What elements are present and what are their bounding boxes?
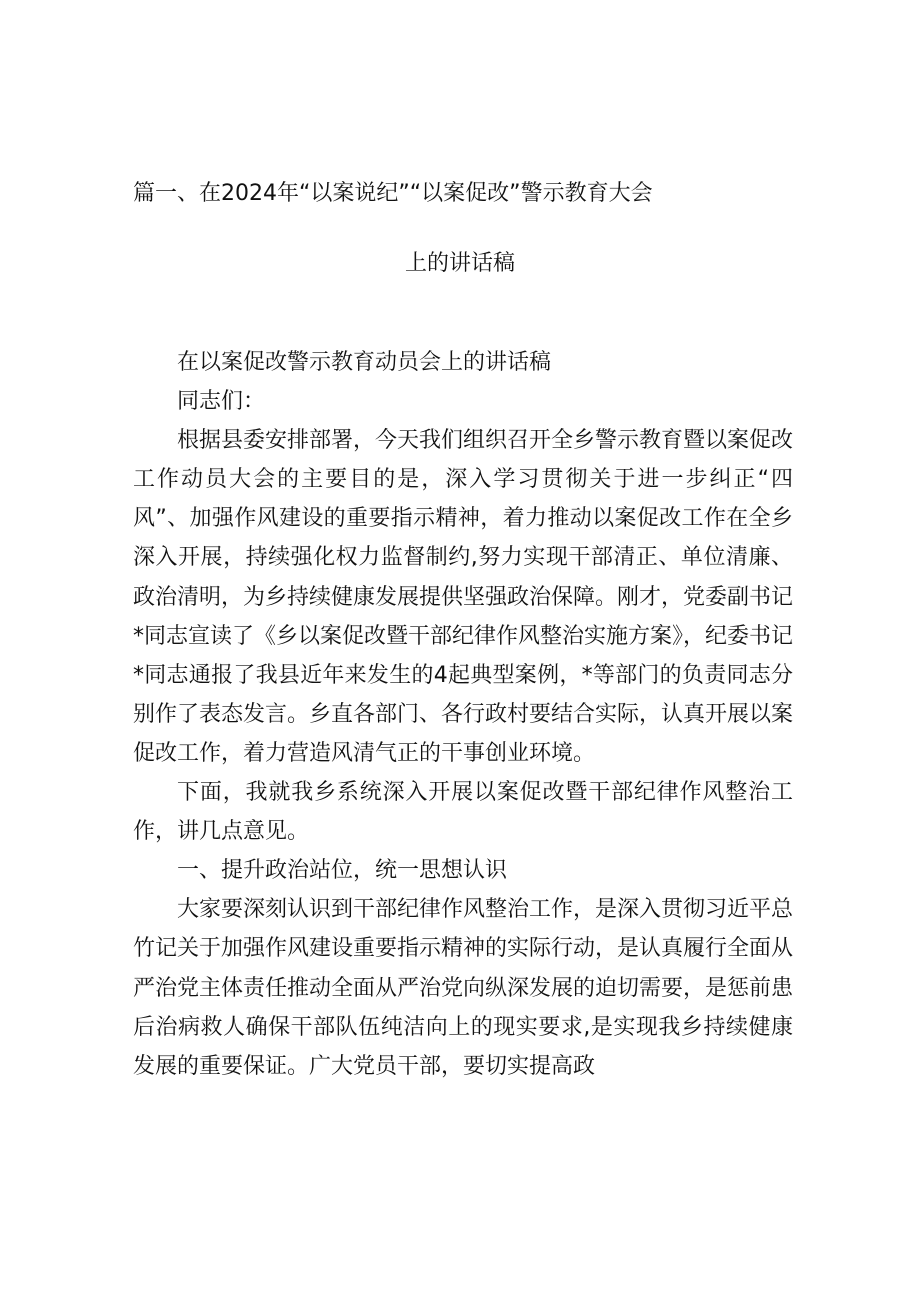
document-title-line-2: 上的讲话稿 <box>404 251 515 276</box>
document-title-line-1: 篇一、在2024年“以案说纪”“以案促改”警示教育大会 <box>133 181 653 206</box>
document-body <box>133 343 793 1086</box>
body-paragraph: 根据县委安排部署，今天我们组织召开全乡警示教育暨以案促改工作动员大会的主要目的是，深入学习贯彻关于进一步纠正“四风”、加强作风建设的重要指示精神，着力推动以案促改工作在全乡深入开展，持续强化权力监督制约,努力实现干部清正、单位清廉、政治清明，为乡持续健康发展提供坚强政治保障。刚才，党委副书记*同志宣读了《乡以案促改暨干部纪律作风整治实施方案》，纪委书记*同志通报了我县近年来发生的4起典型案例，*等部门的负责同志分别作了表态发言。乡直各部门、各行政村要结合实际，认真开展以案促改工作，着力营造风清气正的干事创业环境。 <box>133 428 794 766</box>
body-paragraph: 大家要深刻认识到干部纪律作风整治工作，是深入贯彻习近平总竹记关于加强作风建设重要指示精神的实际行动，是认真履行全面从严治党主体责任推动全面从严治党向纵深发展的迫切需要，是惩前患后治病救人确保干部队伍纯洁向上的现实要求,是实现我乡持续健康发展的重要保证。广大党员干部，要切实提高政 <box>133 897 794 1079</box>
salutation: 同志们： <box>177 389 266 415</box>
body-paragraph: 下面，我就我乡系统深入开展以案促改暨干部纪律作风整治工作，讲几点意见。 <box>133 780 793 845</box>
speech-subtitle: 在以案促改警示教育动员会上的讲话稿 <box>177 350 552 375</box>
section-heading: 一、提升政治站位，统一思想认识 <box>177 858 508 884</box>
